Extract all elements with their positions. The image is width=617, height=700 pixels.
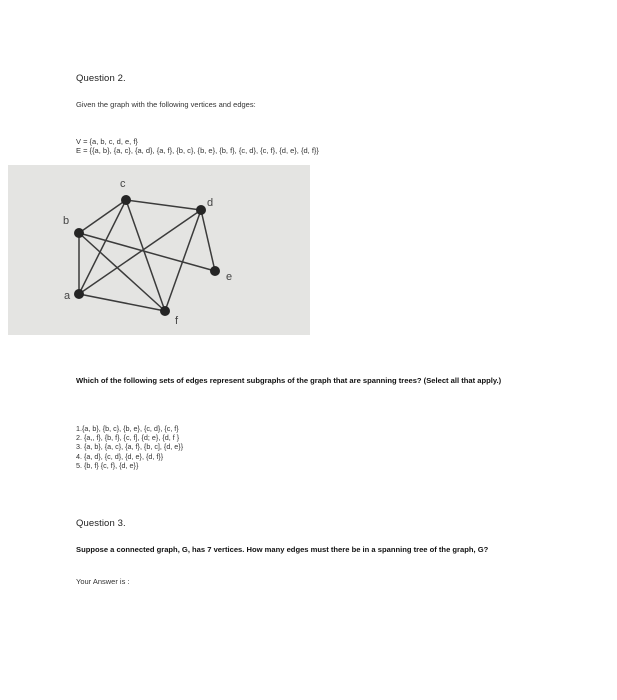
question-2-prompt: Which of the following sets of edges represent subgraphs of the graph that are spanning trees? (Select all that apply.)	[76, 376, 502, 385]
option-2[interactable]: 2. {a,, f}, {b, f}, {c, f], {d; e}, {d, f }	[76, 433, 180, 443]
option-1[interactable]: 1.{a, b}, {b, c}, {b, e}, {c, d}, {c, f}	[76, 424, 179, 433]
vertex-a	[74, 289, 84, 299]
vertex-f-label: f	[175, 315, 179, 327]
edge-a-c	[79, 200, 126, 294]
question-2-title: Question 2.	[76, 73, 126, 84]
answer-label: Your Answer is :	[76, 577, 130, 586]
vertex-a-label: a	[64, 290, 71, 302]
option-3[interactable]: 3. {a, b}, {a, c}, {a, f}, {b, c], {d, e}}	[76, 442, 184, 452]
graph-svg	[8, 165, 310, 335]
graph-figure	[8, 165, 310, 335]
vertex-d	[196, 205, 206, 215]
question-2-intro: Given the graph with the following vertices and edges:	[76, 100, 256, 109]
question-3-title: Question 3.	[76, 518, 126, 529]
question-3-prompt: Suppose a connected graph, G, has 7 vertices. How many edges must there be in a spanning tree of the graph, G?	[76, 545, 489, 554]
option-4[interactable]: 4. {a, d}, {c, d}, {d, e}, {d, f}}	[76, 451, 164, 461]
vertex-c	[121, 195, 131, 205]
vertex-set: V = {a, b, c, d, e, f}	[76, 137, 138, 146]
vertex-b-label: b	[63, 215, 70, 227]
edge-set: E = {{a, b}, {a, c}, {a, d}, {a, f}, {b, c}, {b, e}, {b, f}, {c, d}, {c, f}, {d, e}, {d, f}}	[76, 146, 319, 155]
edge-d-f	[165, 210, 201, 311]
option-5[interactable]: 5. {b, f} {c, f}, {d, e}}	[76, 460, 139, 470]
vertex-b	[74, 228, 84, 238]
answer-options	[76, 424, 376, 470]
vertex-f	[160, 306, 170, 316]
vertex-d-label: d	[207, 197, 214, 209]
edge-a-f	[79, 294, 165, 311]
edge-d-e	[201, 210, 215, 271]
vertex-e-label: e	[226, 271, 233, 283]
edge-b-c	[79, 200, 126, 233]
vertex-e	[210, 266, 220, 276]
edge-a-d	[79, 210, 201, 294]
edge-c-d	[126, 200, 201, 210]
vertex-c-label: c	[120, 178, 126, 190]
